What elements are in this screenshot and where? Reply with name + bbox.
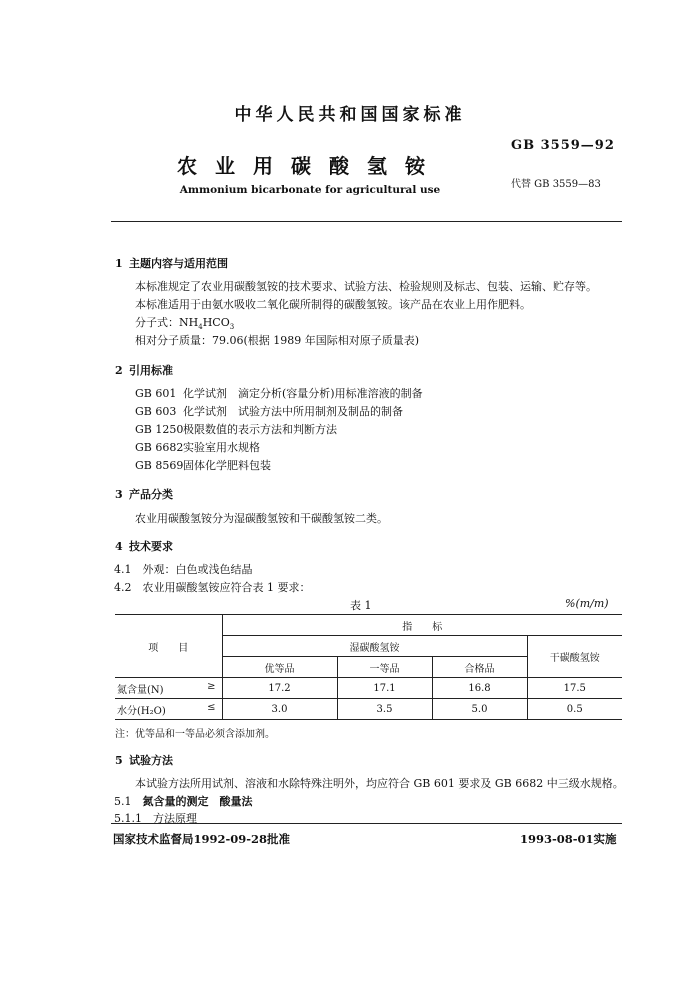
table-row: 氮含量(N) ≥ 17.2 17.1 16.8 17.5 [115, 678, 622, 699]
table-header-wet: 湿碳酸氢铵 [222, 636, 527, 657]
section-1-heading: 1 主题内容与适用范围 [115, 257, 228, 270]
replaces-code: 代替 GB 3559—83 [511, 179, 601, 190]
table-note: 注：优等品和一等品必须含添加剂。 [115, 729, 275, 740]
item-5-1-1: 5.1.1 方法原理 [114, 812, 197, 825]
section-4-heading: 4 技术要求 [115, 540, 173, 553]
table-header-index: 指 标 [222, 615, 622, 636]
section-3-para: 农业用碳酸氢铵分为湿碳酸氢铵和干碳酸氢铵二类。 [135, 512, 388, 525]
table-row: 水分(H₂O) ≤ 3.0 3.5 5.0 0.5 [115, 699, 622, 720]
spec-table [115, 614, 622, 720]
table-header-dry: 干碳酸氢铵 [527, 636, 622, 678]
english-title: Ammonium bicarbonate for agricultural use [179, 184, 441, 196]
item-4-1: 4.1 外观：白色或浅色结晶 [114, 563, 253, 576]
section-1-para-2: 本标准适用于由氨水吸收二氧化碳所制得的碳酸氢铵。该产品在农业上用作肥料。 [135, 298, 531, 311]
molecular-formula: 分子式：$NH_4HCO_3$ [135, 316, 235, 332]
section-3-heading: 3 产品分类 [115, 488, 173, 501]
standard-type: 中华人民共和国国家标准 [234, 105, 466, 125]
ref-item: GB 601 化学试剂 滴定分析(容量分析)用标准溶液的制备 [135, 387, 423, 400]
item-5-1: 5.1 氮含量的测定 酸量法 [114, 795, 253, 808]
table-header-grade: 一等品 [337, 657, 432, 678]
ref-item: GB 603 化学试剂 试验方法中所用制剂及制品的制备 [135, 405, 403, 418]
section-2-heading: 2 引用标准 [115, 364, 173, 377]
implementation-date: 1993-08-01实施 [520, 832, 617, 846]
table-caption: 表 1 [350, 599, 372, 612]
footer-rule [111, 823, 622, 824]
ref-item: GB 8569固体化学肥料包装 [135, 459, 271, 472]
ref-item: GB 6682实验室用水规格 [135, 441, 260, 454]
document-title: 农业用碳酸氢铵 [177, 154, 443, 178]
section-1-para-1: 本标准规定了农业用碳酸氢铵的技术要求、试验方法、检验规则及标志、包装、运输、贮存等。 [135, 280, 597, 293]
gb-code: GB 3559—92 [511, 138, 615, 153]
section-5-heading: 5 试验方法 [115, 754, 173, 767]
molecular-mass: 相对分子质量：79.06(根据 1989 年国际相对原子质量表) [135, 334, 420, 347]
table-header-item: 项 目 [115, 615, 222, 678]
table-header-grade: 合格品 [432, 657, 527, 678]
section-5-para: 本试验方法所用试剂、溶液和水除特殊注明外，均应符合 GB 601 要求及 GB 6682 中三级水规格。 [135, 777, 624, 790]
header-rule [111, 221, 622, 222]
approval-date: 国家技术监督局1992-09-28批准 [113, 832, 291, 846]
table-header-grade: 优等品 [222, 657, 337, 678]
ref-item: GB 1250极限数值的表示方法和判断方法 [135, 423, 337, 436]
item-4-2: 4.2 农业用碳酸氢铵应符合表 1 要求： [114, 581, 311, 594]
table-unit: %(m/m) [565, 597, 609, 610]
